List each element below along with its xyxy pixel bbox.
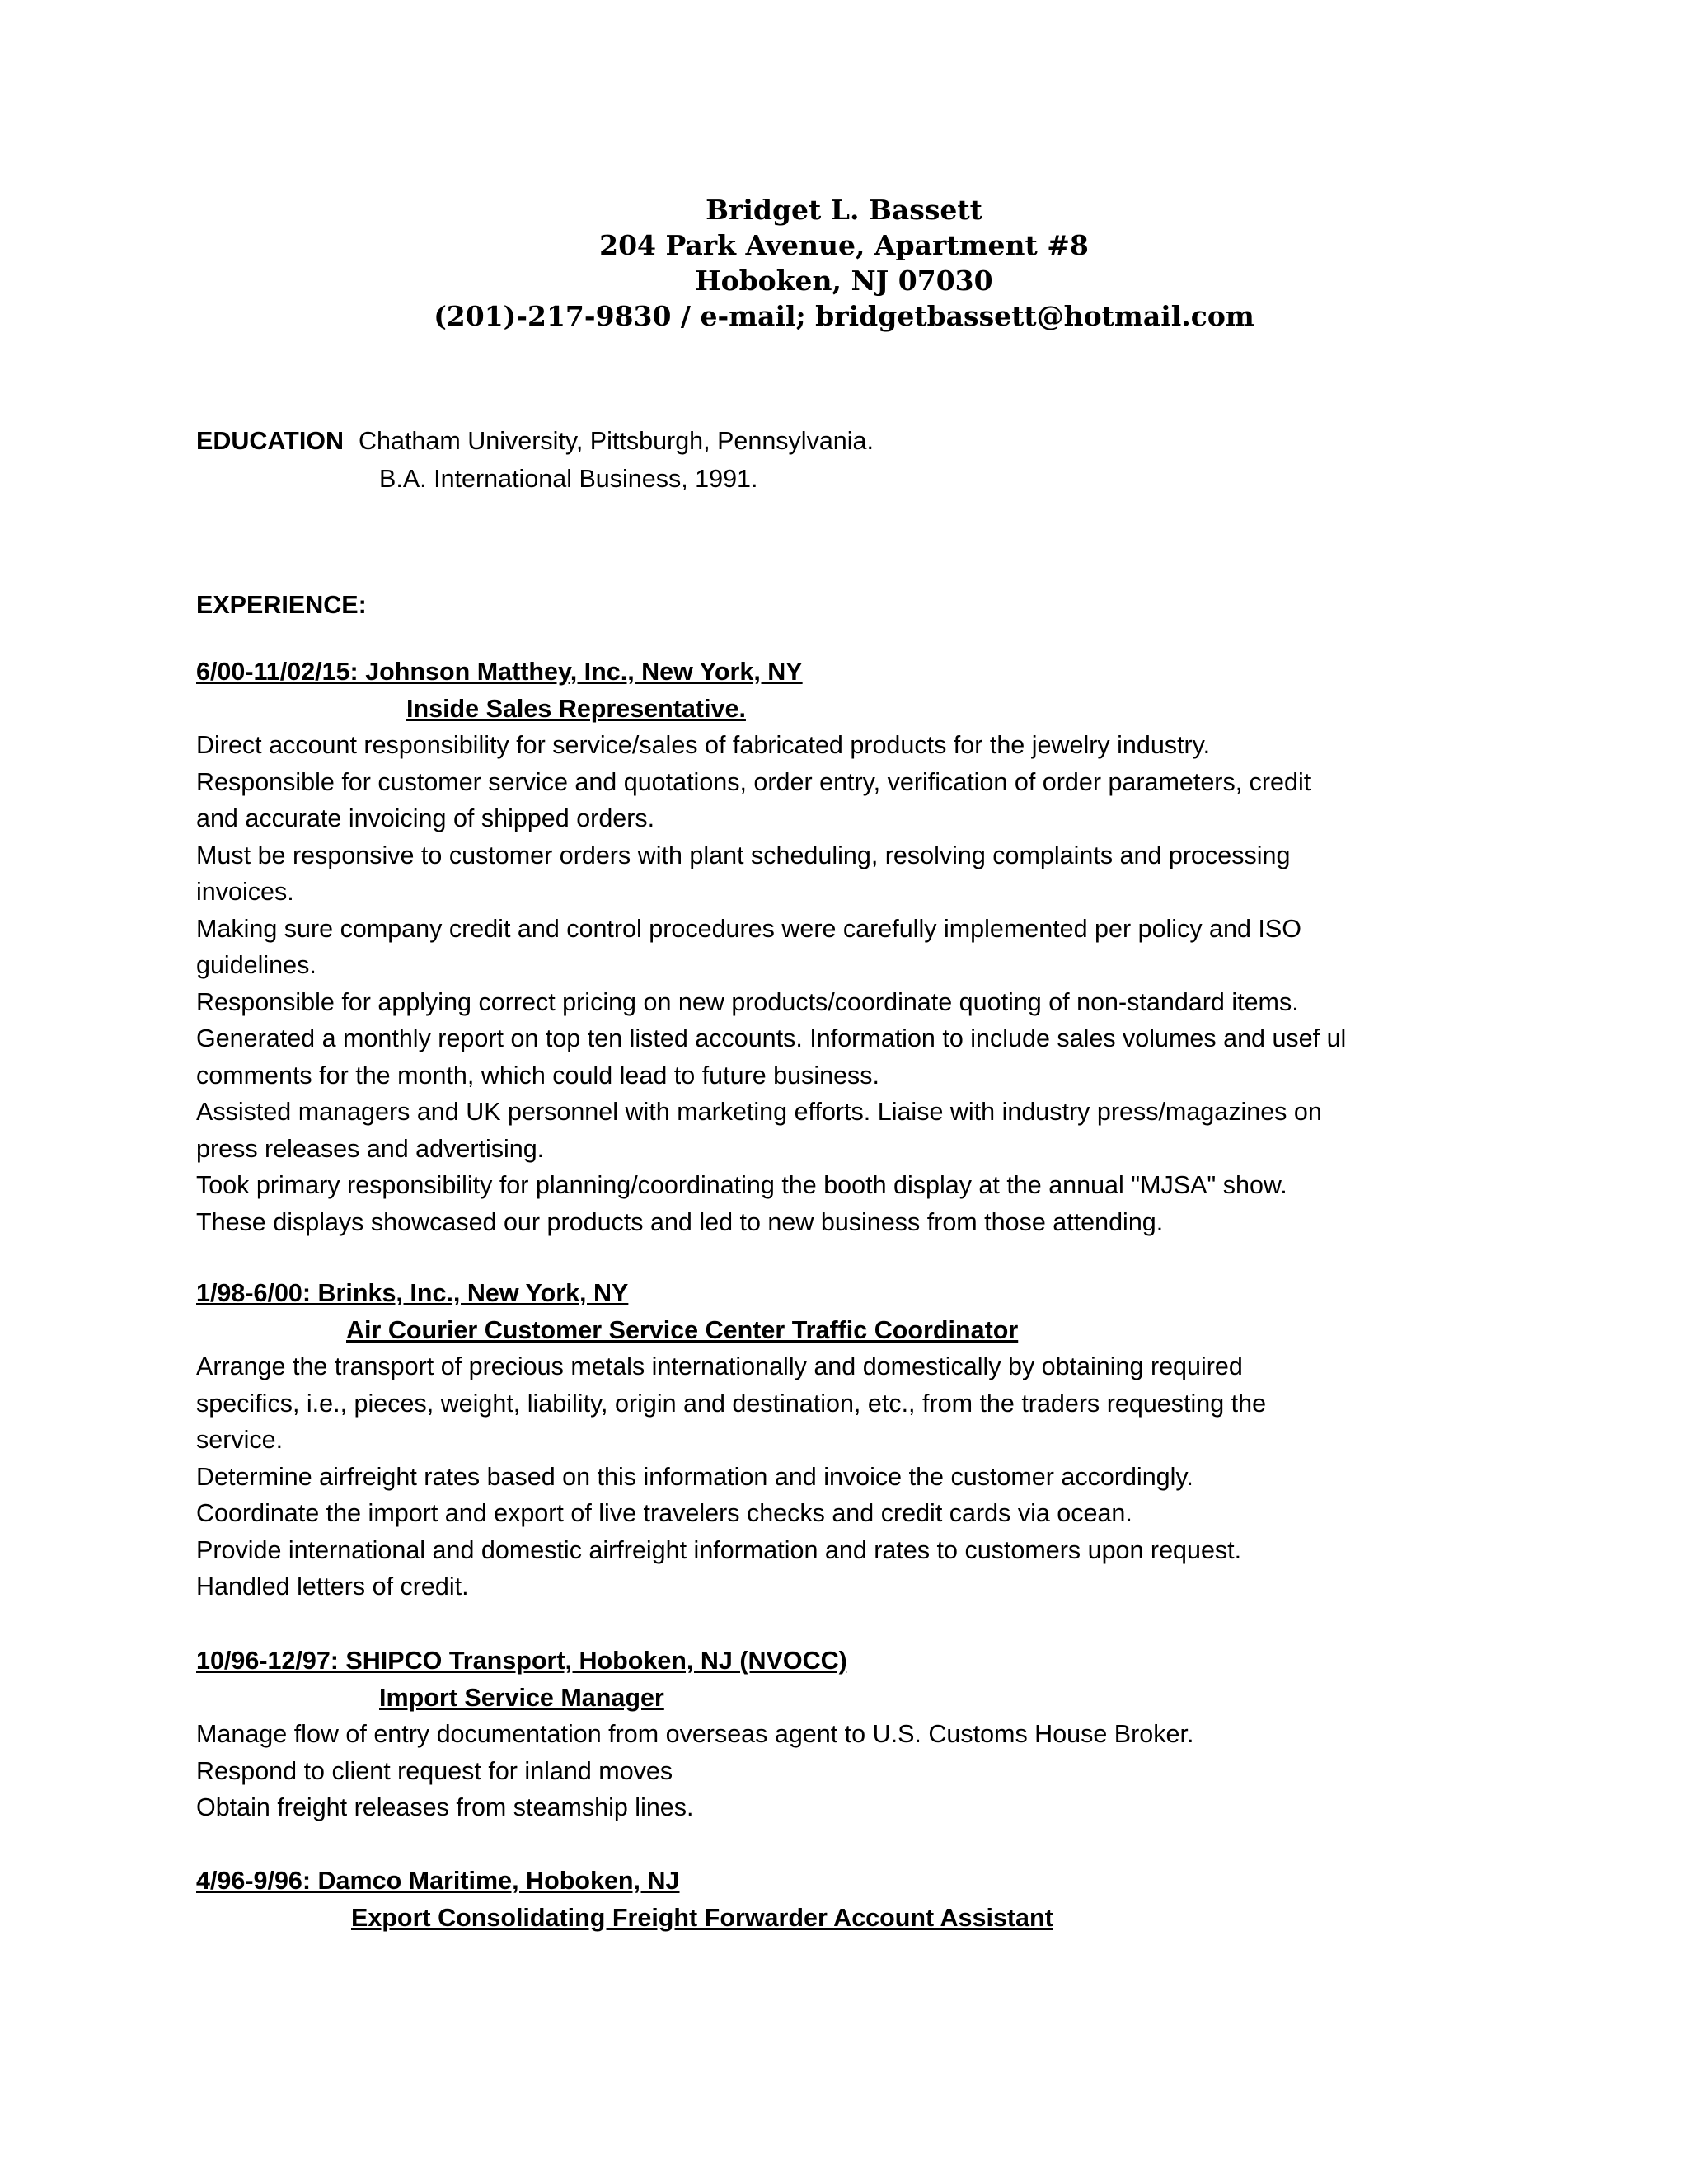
- job-duty-line: specifics, i.e., pieces, weight, liability, origin and destination, etc., from the traders requesting the: [196, 1389, 1267, 1418]
- job-duty-line: Coordinate the import and export of live travelers checks and credit cards via ocean.: [196, 1499, 1132, 1527]
- job-duty-line: Arrange the transport of precious metals internationally and domestically by obtaining required: [196, 1352, 1243, 1380]
- job-title: Inside Sales Representative.: [406, 694, 746, 723]
- education-school: Chatham University, Pittsburgh, Pennsylvania.: [359, 427, 874, 455]
- job-duty-line: press releases and advertising.: [196, 1134, 545, 1163]
- experience-heading: EXPERIENCE:: [196, 591, 367, 619]
- job-entry-brinks: [196, 1275, 1515, 1605]
- job-duty-line: comments for the month, which could lead to future business.: [196, 1061, 880, 1090]
- job-dates-company: 1/98-6/00: Brinks, Inc., New York, NY: [196, 1279, 629, 1307]
- job-entry-shipco: [196, 1643, 1515, 1826]
- job-duty-line: Direct account responsibility for service/sales of fabricated products for the jewelry industry.: [196, 731, 1211, 759]
- job-duty-line: Assisted managers and UK personnel with marketing efforts. Liaise with industry press/magazines on: [196, 1098, 1322, 1126]
- job-dates-company: 6/00-11/02/15: Johnson Matthey, Inc., New York, NY: [196, 658, 803, 686]
- job-duty-line: Handled letters of credit.: [196, 1572, 469, 1601]
- job-duty-line: These displays showcased our products and led to new business from those attending.: [196, 1207, 1164, 1236]
- resume-header: [0, 192, 1688, 334]
- education-label: EDUCATION: [196, 427, 345, 455]
- job-duty-line: Generated a monthly report on top ten listed accounts. Information to include sales volumes and usef ul: [196, 1024, 1347, 1052]
- job-duty-line: Determine airfreight rates based on this information and invoice the customer accordingly.: [196, 1462, 1193, 1491]
- job-duty-line: Responsible for customer service and quotations, order entry, verification of order parameters, credit: [196, 767, 1311, 796]
- job-duty-line: Responsible for applying correct pricing on new products/coordinate quoting of non-standard items.: [196, 987, 1299, 1016]
- job-duty-line: invoices.: [196, 878, 294, 906]
- job-dates-company: 10/96-12/97: SHIPCO Transport, Hoboken, NJ (NVOCC): [196, 1647, 847, 1675]
- job-title: Air Courier Customer Service Center Traffic Coordinator: [346, 1315, 1019, 1344]
- job-duty-line: service.: [196, 1426, 284, 1454]
- job-dates-company: 4/96-9/96: Damco Maritime, Hoboken, NJ: [196, 1867, 680, 1895]
- city-state-zip: Hoboken, NJ 07030: [695, 265, 993, 297]
- job-duty-line: Took primary responsibility for planning/coordinating the booth display at the annual "MJSA" show.: [196, 1171, 1287, 1199]
- job-title: Import Service Manager: [379, 1683, 664, 1712]
- job-entry-damco: [196, 1863, 1515, 1936]
- education-degree: B.A. International Business, 1991.: [379, 465, 758, 493]
- job-duty-line: Respond to client request for inland moves: [196, 1756, 673, 1785]
- job-entry-johnson-matthey: [196, 654, 1515, 1240]
- job-duty-line: Must be responsive to customer orders with plant scheduling, resolving complaints and processing: [196, 841, 1291, 869]
- job-duty-line: guidelines.: [196, 951, 316, 979]
- street-address: 204 Park Avenue, Apartment #8: [599, 229, 1089, 261]
- job-duty-line: Manage flow of entry documentation from overseas agent to U.S. Customs House Broker.: [196, 1720, 1194, 1748]
- job-duty-line: Obtain freight releases from steamship lines.: [196, 1793, 694, 1821]
- job-duty-line: Provide international and domestic airfreight information and rates to customers upon request.: [196, 1535, 1242, 1564]
- job-title: Export Consolidating Freight Forwarder Account Assistant: [351, 1903, 1053, 1932]
- candidate-name: Bridget L. Bassett: [706, 194, 982, 226]
- job-duty-line: Making sure company credit and control procedures were carefully implemented per policy and ISO: [196, 914, 1301, 943]
- job-duty-line: and accurate invoicing of shipped orders.: [196, 804, 655, 832]
- contact-info: (201)-217-9830 / e-mail; bridgetbassett@hotmail.com: [434, 300, 1254, 332]
